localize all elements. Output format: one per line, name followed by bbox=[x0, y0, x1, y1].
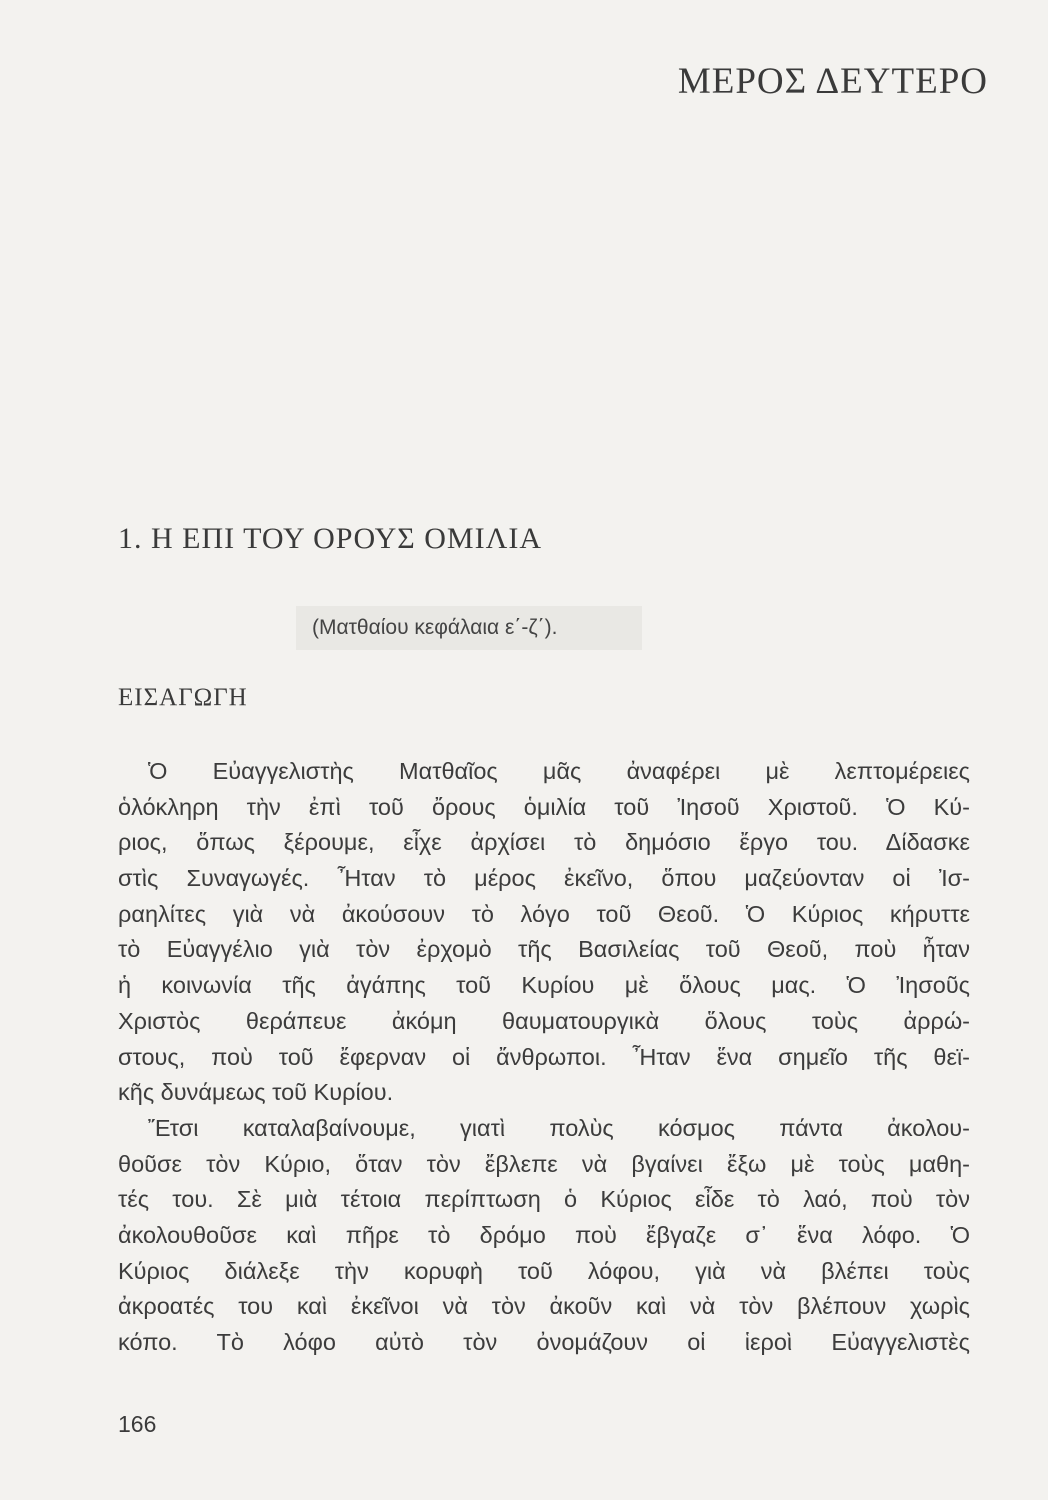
text-line: τές του. Σὲ μιὰ τέτοια περίπτωση ὁ Κύριος εἶδε τὸ λαό, ποὺ τὸν bbox=[118, 1186, 970, 1213]
text-line: τὸ Εὐαγγέλιο γιὰ τὸν ἐρχομὸ τῆς Βασιλείας τοῦ Θεοῦ, ποὺ ἦταν bbox=[118, 936, 970, 963]
text-line: ἡ κοινωνία τῆς ἀγάπης τοῦ Κυρίου μὲ ὅλους μας. Ὁ Ἰησοῦς bbox=[118, 972, 970, 999]
chapter-reference: (Ματθαίου κεφάλαια ε΄-ζ΄). bbox=[296, 606, 642, 650]
text-line: Κύριος διάλεξε τὴν κορυφὴ τοῦ λόφου, γιὰ νὰ βλέπει τοὺς bbox=[118, 1257, 970, 1284]
body-text bbox=[118, 754, 970, 1361]
page-number: 166 bbox=[118, 1411, 157, 1437]
text-line: κῆς δυνάμεως τοῦ Κυρίου. bbox=[118, 1079, 394, 1106]
text-line: στὶς Συναγωγές. Ἦταν τὸ μέρος ἐκεῖνο, ὅπου μαζεύονταν οἱ Ἰσ- bbox=[118, 865, 970, 892]
text-line: θοῦσε τὸν Κύριο, ὅταν τὸν ἔβλεπε νὰ βγαίνει ἔξω μὲ τοὺς μαθη- bbox=[118, 1150, 970, 1177]
part-title: ΜΕΡΟΣ ΔΕΥΤΕΡΟ bbox=[677, 61, 988, 102]
text-line: ἀκολουθοῦσε καὶ πῆρε τὸ δρόμο ποὺ ἔβγαζε σ᾽ ἕνα λόφο. Ὁ bbox=[118, 1221, 970, 1248]
chapter-title: 1. Η ΕΠΙ ΤΟΥ ΟΡΟΥΣ ΟΜΙΛΙΑ bbox=[118, 522, 542, 555]
text-line: ριος, ὅπως ξέρουμε, εἶχε ἀρχίσει τὸ δημόσιο ἔργο του. Δίδασκε bbox=[118, 829, 970, 856]
text-line: κόπο. Τὸ λόφο αὐτὸ τὸν ὀνομάζουν οἱ ἱεροὶ Εὐαγγελιστὲς bbox=[118, 1329, 970, 1355]
text-line: Χριστὸς θεράπευε ἀκόμη θαυματουργικὰ ὅλους τοὺς ἀρρώ- bbox=[118, 1007, 970, 1034]
text-line: ραηλίτες γιὰ νὰ ἀκούσουν τὸ λόγο τοῦ Θεοῦ. Ὁ Κύριος κήρυττε bbox=[118, 900, 970, 927]
text-line: Ὁ Εὐαγγελιστὴς Ματθαῖος μᾶς ἀναφέρει μὲ λεπτομέρειες bbox=[148, 758, 970, 784]
paragraph-2 bbox=[118, 1111, 970, 1361]
text-line: Ἔτσι καταλαβαίνουμε, γιατὶ πολὺς κόσμος πάντα ἀκολου- bbox=[148, 1114, 970, 1141]
text-line: ἀκροατές του καὶ ἐκεῖνοι νὰ τὸν ἀκοῦν καὶ νὰ τὸν βλέπουν χωρὶς bbox=[118, 1293, 970, 1320]
section-heading: ΕΙΣΑΓΩΓΗ bbox=[118, 684, 248, 711]
text-line: ὁλόκληρη τὴν ἐπὶ τοῦ ὄρους ὁμιλία τοῦ Ἰησοῦ Χριστοῦ. Ὁ Κύ- bbox=[118, 793, 970, 820]
text-line: στους, ποὺ τοῦ ἔφερναν οἱ ἄνθρωποι. Ἦταν ἕνα σημεῖο τῆς θεϊ- bbox=[118, 1043, 970, 1070]
paragraph-1 bbox=[118, 754, 970, 1111]
